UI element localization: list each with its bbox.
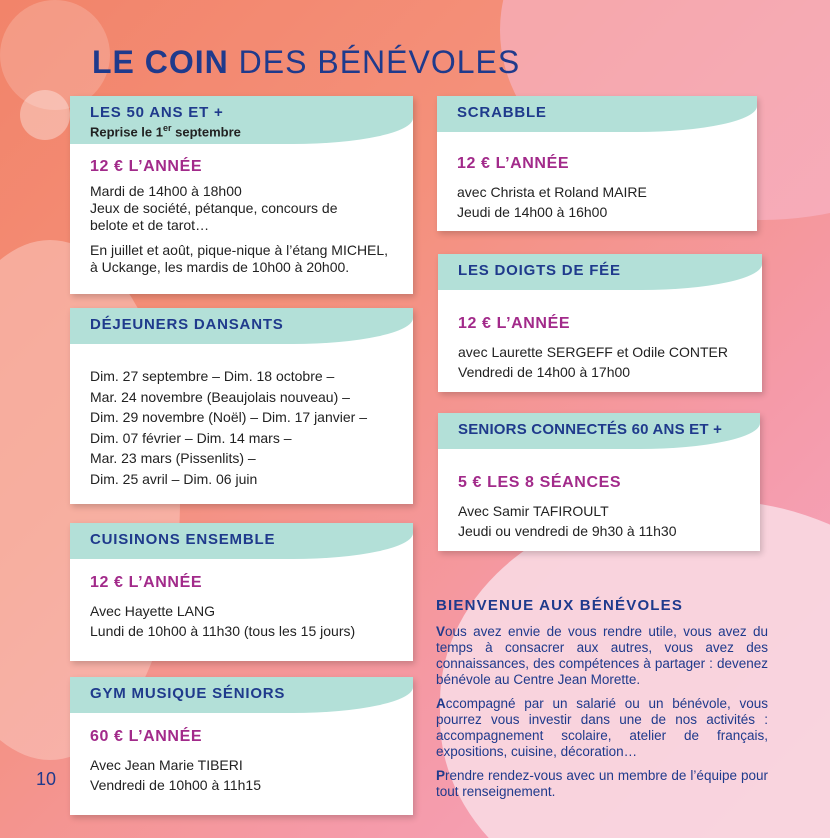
welcome-title: BIENVENUE AUX BÉNÉVOLES <box>436 597 684 614</box>
card-price: 12 € L’ANNÉE <box>458 315 571 332</box>
card-line: En juillet et août, pique-nique à l’étang MICHEL, <box>90 242 389 258</box>
card-line: belote et de tarot… <box>90 217 210 233</box>
page-number: 10 <box>36 769 57 789</box>
card-title: GYM MUSIQUE SÉNIORS <box>90 685 286 702</box>
subtitle-sup: er <box>163 123 172 133</box>
subtitle-text: Reprise le 1 <box>90 124 163 140</box>
drop-cap: P <box>436 768 446 783</box>
card-line: Jeudi ou vendredi de 9h30 à 11h30 <box>458 523 677 539</box>
card-dejeuners-dansants <box>70 308 413 504</box>
card-body <box>70 713 413 803</box>
card-line: Dim. 29 novembre (Noël) – Dim. 17 janvier – <box>90 409 367 425</box>
card-line: Jeudi de 14h00 à 16h00 <box>457 204 608 220</box>
card-line: Dim. 27 septembre – Dim. 18 octobre – <box>90 368 335 384</box>
card-cuisinons-ensemble <box>70 523 413 661</box>
card-title: LES DOIGTS DE FÉE <box>458 262 621 279</box>
card-seniors-connectes <box>438 413 760 551</box>
card-line: Avec Jean Marie TIBERI <box>90 757 243 773</box>
welcome-paragraph <box>436 696 768 760</box>
card-price: 12 € L’ANNÉE <box>90 158 203 175</box>
card-scrabble <box>437 96 757 231</box>
drop-cap: V <box>436 624 446 639</box>
card-line: Avec Hayette LANG <box>90 603 216 619</box>
card-price: 60 € L’ANNÉE <box>90 728 203 745</box>
page-title-bold: LE COIN <box>92 44 229 80</box>
card-body <box>70 144 413 284</box>
card-body <box>438 449 760 549</box>
background-bubble <box>20 90 70 140</box>
card-body <box>70 344 413 497</box>
welcome-paragraph <box>436 624 768 688</box>
card-body <box>70 559 413 649</box>
card-header <box>70 523 413 559</box>
welcome-text: rendre rendez-vous avec un membre de l’équipe pour tout renseignement. <box>436 768 768 799</box>
card-title: LES 50 ANS ET + <box>90 104 224 121</box>
card-line: Mar. 24 novembre (Beaujolais nouveau) – <box>90 388 350 405</box>
card-line: Mar. 23 mars (Pissenlits) – <box>90 450 256 466</box>
card-line: Avec Samir TAFIROULT <box>458 503 609 519</box>
welcome-paragraph <box>436 768 768 800</box>
card-line: Vendredi de 10h00 à 11h15 <box>90 777 262 793</box>
card-title: SENIORS CONNECTÉS 60 ANS ET + <box>458 421 723 438</box>
card-line: Vendredi de 14h00 à 17h00 <box>458 364 631 380</box>
subtitle-text: septembre <box>171 124 241 140</box>
drop-cap: A <box>436 696 446 711</box>
page-title <box>92 44 520 81</box>
welcome-text: ccompagné par un salarié ou un bénévole, vous pourrez vous investir dans une de nos activités : accompagnement scolaire, atelier de français, expositions, cuisine, décoration… <box>436 696 768 759</box>
welcome-text: ous avez envie de vous rendre utile, vous avez du temps à consacrer aux autres, vous avez des connaissances, des compétences à partager : devenez bénévole au Centre Jean Morette. <box>436 624 768 687</box>
card-50-ans <box>70 96 413 294</box>
card-body <box>437 132 757 230</box>
card-line: avec Laurette SERGEFF et Odile CONTER <box>458 344 728 360</box>
card-gym-musique-seniors <box>70 677 413 815</box>
card-price: 5 € LES 8 SÉANCES <box>458 474 622 491</box>
card-line: Lundi de 10h00 à 11h30 (tous les 15 jours) <box>90 623 356 639</box>
page-title-light: DES BÉNÉVOLES <box>238 44 521 80</box>
card-header <box>70 96 413 144</box>
card-header <box>438 254 762 290</box>
card-line: Mardi de 14h00 à 18h00 <box>90 183 242 199</box>
card-title: SCRABBLE <box>457 104 547 121</box>
card-title: DÉJEUNERS DANSANTS <box>90 316 284 333</box>
card-title: CUISINONS ENSEMBLE <box>90 531 276 548</box>
card-price: 12 € L’ANNÉE <box>90 574 203 591</box>
card-line: Dim. 07 février – Dim. 14 mars – <box>90 429 292 446</box>
card-price: 12 € L’ANNÉE <box>457 155 570 172</box>
card-header <box>438 413 760 449</box>
card-body <box>438 290 762 390</box>
card-header <box>70 308 413 344</box>
welcome-section <box>436 597 768 808</box>
card-line: Dim. 25 avril – Dim. 06 juin <box>90 470 258 487</box>
card-subtitle <box>90 123 395 139</box>
card-header <box>437 96 757 132</box>
card-line: avec Christa et Roland MAIRE <box>457 184 647 200</box>
card-line: Jeux de société, pétanque, concours de <box>90 200 338 216</box>
card-doigts-de-fee <box>438 254 762 392</box>
card-line: à Uckange, les mardis de 10h00 à 20h00. <box>90 259 350 275</box>
card-header <box>70 677 413 713</box>
